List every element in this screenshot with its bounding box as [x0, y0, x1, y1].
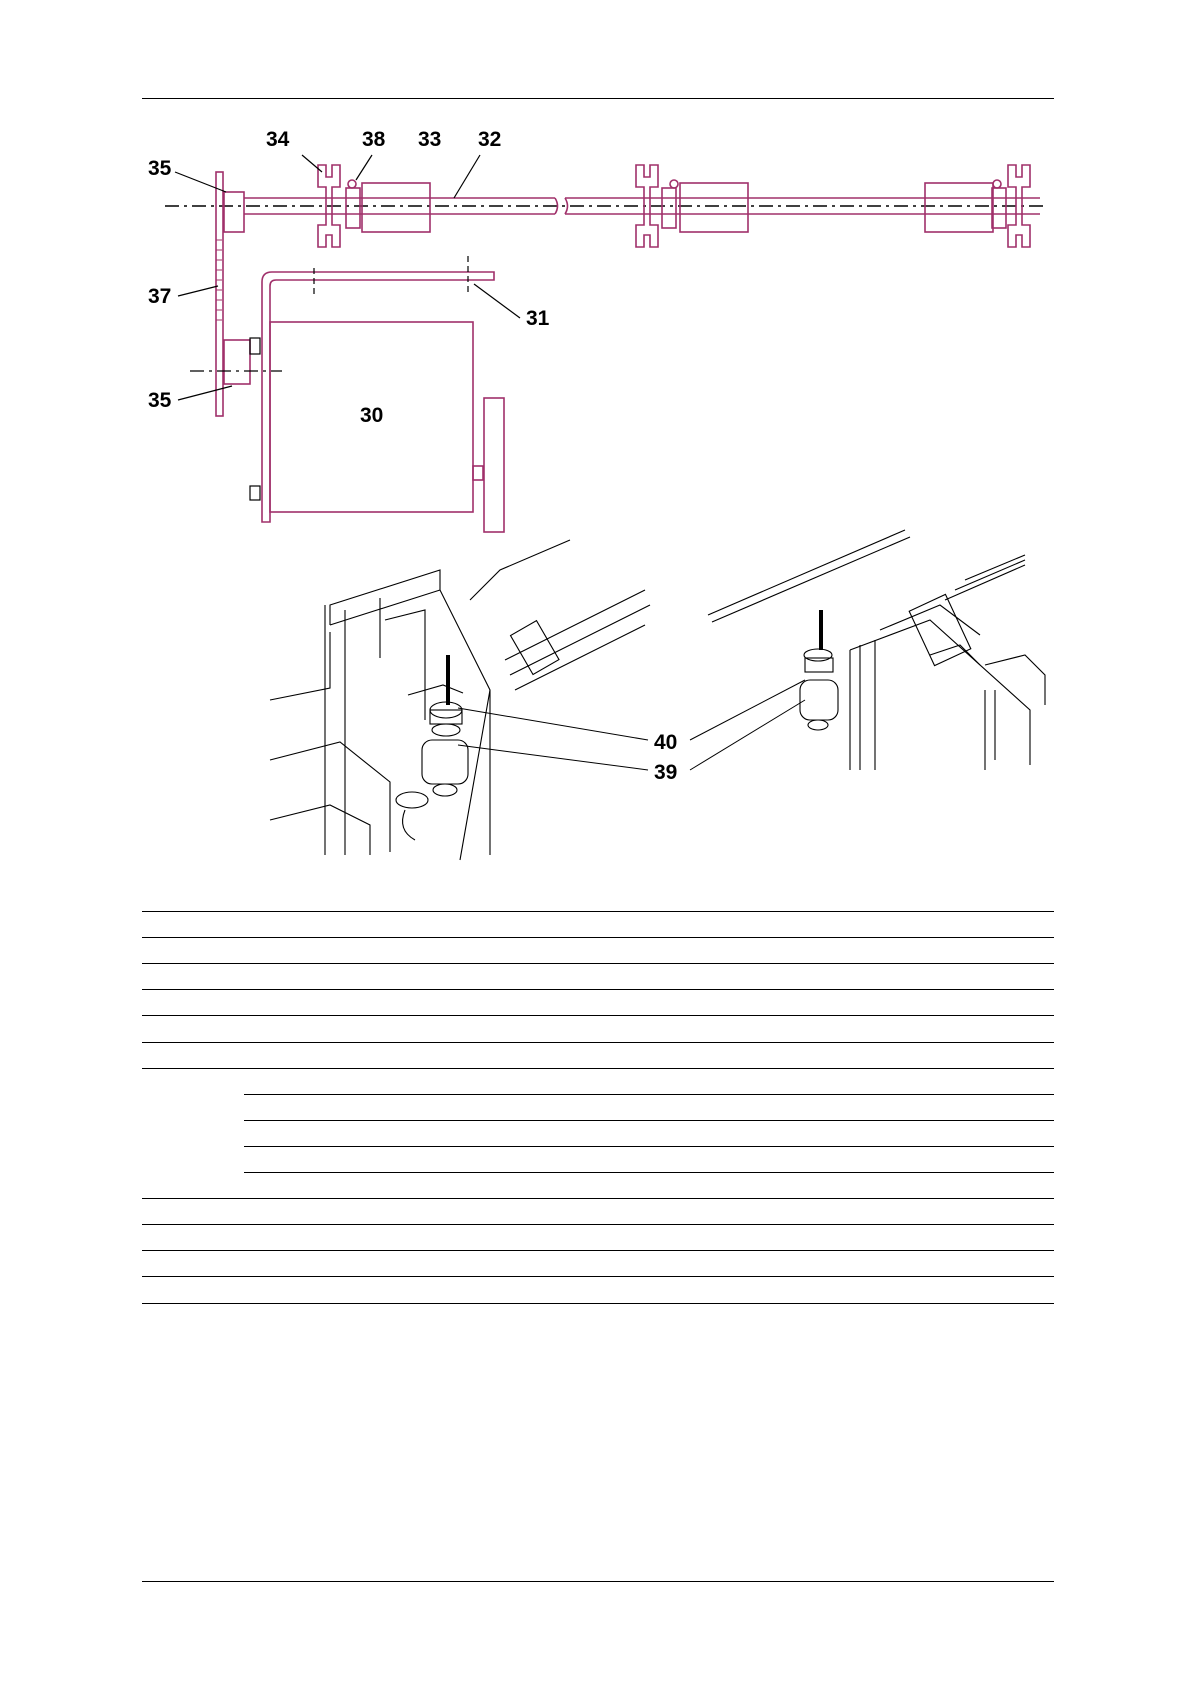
callout-37: 37: [148, 285, 172, 308]
table-row: [142, 1250, 1054, 1251]
callout-30: 30: [360, 404, 384, 427]
table-row: [142, 911, 1054, 912]
callout-33: 33: [418, 128, 442, 151]
table-row: [142, 989, 1054, 990]
table-row: [244, 1094, 1054, 1095]
callout-40: 40: [654, 731, 678, 754]
table-row: [142, 1276, 1054, 1277]
table-row: [142, 1198, 1054, 1199]
table-row: [244, 1146, 1054, 1147]
table-row: [142, 1224, 1054, 1225]
callout-35-top: 35: [148, 157, 172, 180]
table-row: [142, 1068, 1054, 1069]
callout-35-bottom: 35: [148, 389, 172, 412]
table-row: [244, 1120, 1054, 1121]
table-row: [142, 1303, 1054, 1304]
callout-31: 31: [526, 307, 550, 330]
table-row: [142, 963, 1054, 964]
callout-38: 38: [362, 128, 386, 151]
callout-32: 32: [478, 128, 502, 151]
footer-rule: [142, 1581, 1054, 1582]
table-row: [142, 937, 1054, 938]
callout-34: 34: [266, 128, 290, 151]
callout-39: 39: [654, 761, 678, 784]
table-row: [244, 1172, 1054, 1173]
table-row: [142, 1015, 1054, 1016]
table-row: [142, 1042, 1054, 1043]
